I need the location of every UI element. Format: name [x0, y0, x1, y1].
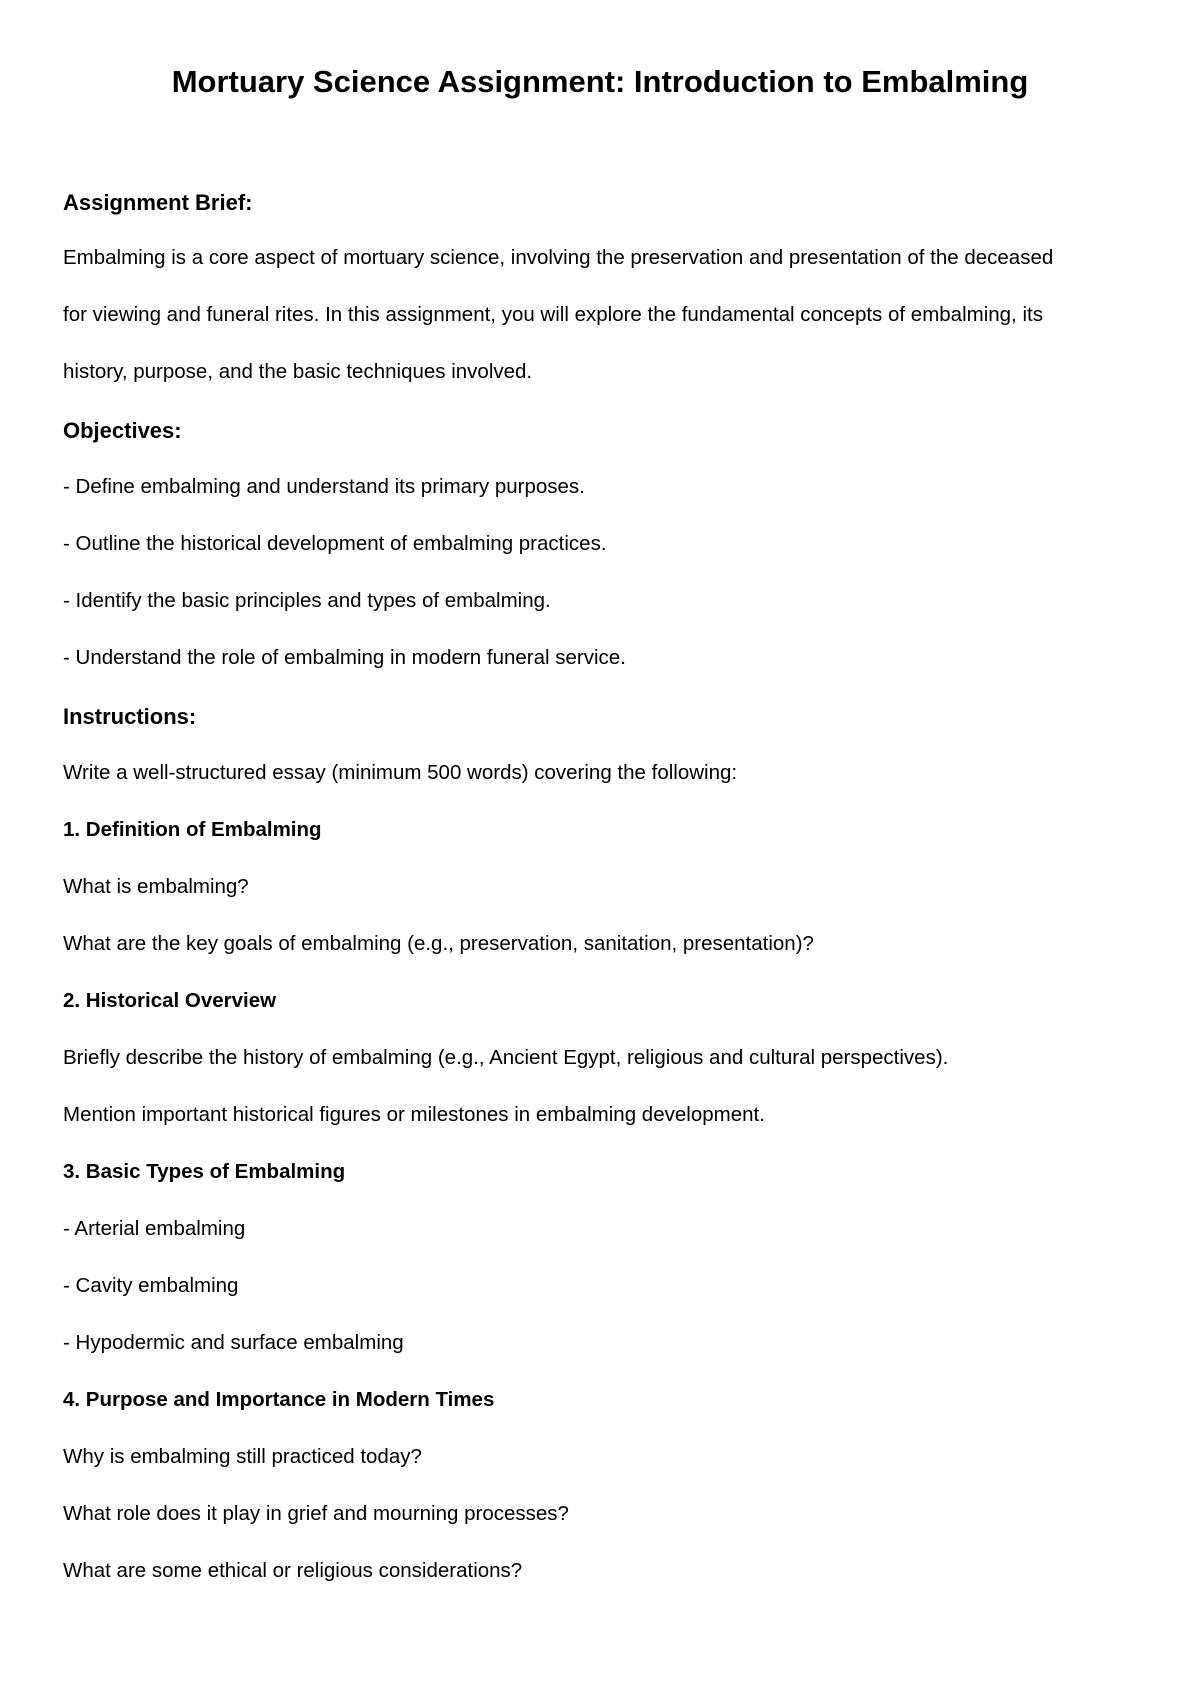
- objective-item: - Define embalming and understand its primary purposes.: [63, 475, 585, 498]
- instructions-intro: Write a well-structured essay (minimum 500 words) covering the following:: [63, 761, 738, 784]
- section-line: What are the key goals of embalming (e.g., preservation, sanitation, presentation)?: [63, 932, 814, 955]
- section-line: Briefly describe the history of embalming (e.g., Ancient Egypt, religious and cultural perspectives).: [63, 1046, 949, 1069]
- section-line: - Cavity embalming: [63, 1274, 239, 1297]
- section-heading-definition: 1. Definition of Embalming: [63, 818, 322, 841]
- section-heading-history: 2. Historical Overview: [63, 989, 277, 1012]
- section-line: What role does it play in grief and mourning processes?: [63, 1502, 569, 1525]
- section-line: Why is embalming still practiced today?: [63, 1445, 422, 1468]
- brief-paragraph-line: history, purpose, and the basic techniques involved.: [63, 360, 533, 383]
- section-line: What are some ethical or religious considerations?: [63, 1559, 523, 1582]
- objective-item: - Identify the basic principles and types of embalming.: [63, 589, 551, 612]
- brief-heading: Assignment Brief:: [63, 190, 253, 215]
- section-heading-types: 3. Basic Types of Embalming: [63, 1160, 346, 1183]
- brief-paragraph-line: for viewing and funeral rites. In this assignment, you will explore the fundamental concepts of embalming, its: [63, 303, 1043, 326]
- section-line: Mention important historical figures or milestones in embalming development.: [63, 1103, 765, 1126]
- section-heading-modern: 4. Purpose and Importance in Modern Times: [63, 1388, 495, 1411]
- brief-paragraph-line: Embalming is a core aspect of mortuary science, involving the preservation and presentation of the deceased: [63, 246, 1054, 269]
- objective-item: - Outline the historical development of embalming practices.: [63, 532, 607, 555]
- objective-item: - Understand the role of embalming in modern funeral service.: [63, 646, 626, 669]
- objectives-heading: Objectives:: [63, 418, 182, 443]
- section-line: - Hypodermic and surface embalming: [63, 1331, 404, 1354]
- section-line: - Arterial embalming: [63, 1217, 246, 1240]
- instructions-heading: Instructions:: [63, 704, 197, 729]
- document-title: Mortuary Science Assignment: Introduction to Embalming: [171, 64, 1029, 99]
- section-line: What is embalming?: [63, 875, 249, 898]
